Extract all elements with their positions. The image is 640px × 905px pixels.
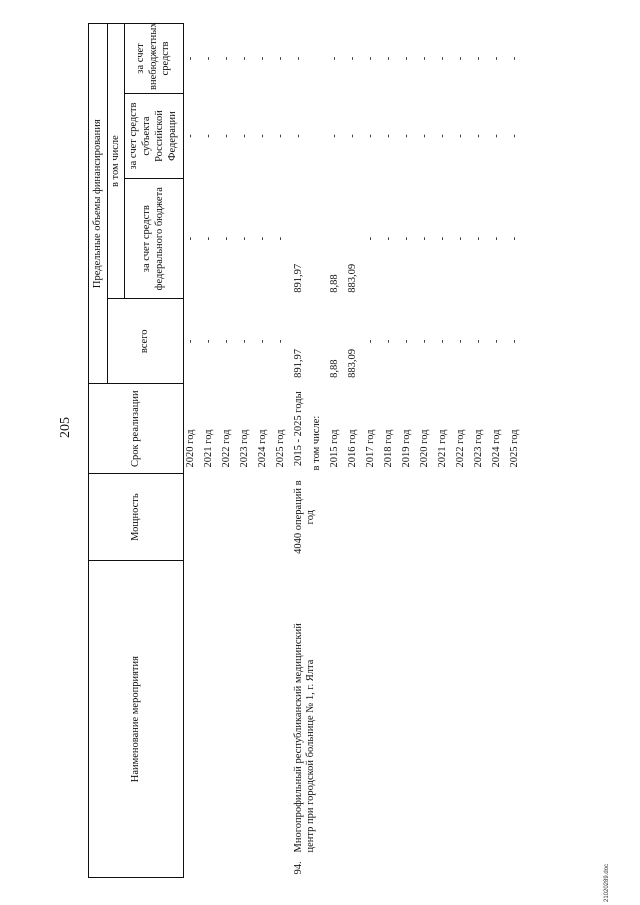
header-including: в том числе	[108, 24, 125, 299]
table-row	[202, 24, 220, 878]
extra-cell: -	[346, 56, 358, 61]
empty-power-cell	[202, 473, 220, 560]
year-cell: 2019 год	[400, 429, 412, 468]
total-cell: -	[508, 339, 520, 344]
total-cell: -	[274, 339, 286, 344]
empty-name-cell	[220, 561, 238, 878]
federal-cell: -	[274, 236, 286, 241]
extra-cell: -	[274, 56, 286, 61]
federal-cell: -	[202, 236, 214, 241]
extra-cell: -	[490, 56, 502, 61]
regional-cell: -	[328, 134, 340, 138]
extra-cell: -	[185, 56, 196, 61]
header-regional: за счет средств субъекта Российской Федерации	[125, 93, 184, 178]
regional-cell: -	[382, 134, 394, 138]
total-cell: -	[256, 339, 268, 344]
regional-cell: -	[454, 134, 466, 138]
empty-name-cell	[184, 561, 202, 878]
table-body	[184, 24, 526, 878]
regional-cell: -	[490, 134, 502, 138]
regional-cell: -	[238, 134, 250, 138]
regional-cell: -	[472, 134, 484, 138]
regional-cell: -	[220, 134, 232, 138]
extra-cell: -	[256, 56, 268, 61]
total-cell: -	[400, 339, 412, 344]
year-cell: 2023 год	[472, 429, 484, 468]
year-cell: 2023 год	[238, 429, 250, 468]
table-row	[238, 24, 256, 878]
year-cell: 2021 год	[202, 429, 214, 468]
year-cell: 2022 год	[220, 429, 232, 468]
federal-cell: -	[490, 236, 502, 241]
empty-power-cell	[256, 473, 274, 560]
year-cell: 2025 год	[508, 429, 520, 468]
regional-cell: -	[185, 134, 196, 138]
empty-power-cell	[220, 473, 238, 560]
extra-cell: -	[328, 56, 340, 61]
year-cell: 2021 год	[436, 429, 448, 468]
federal-cell: -	[185, 236, 196, 241]
year-cell: 2017 год	[364, 429, 376, 468]
rotated-table-container	[88, 23, 608, 878]
total-cell: 883,09	[346, 349, 358, 378]
total-cell: -	[436, 339, 448, 344]
empty-name-cell	[256, 561, 274, 878]
empty-power-cell	[184, 473, 202, 560]
item-name: Многопрофильный республиканский медицинский центр при городской больнице № 1, г. Ялта	[292, 623, 317, 853]
regional-cell: -	[436, 134, 448, 138]
federal-cell: -	[256, 236, 268, 241]
federal-cell: -	[238, 236, 250, 241]
extra-cell: -	[418, 56, 430, 61]
federal-cell: 8,88	[328, 274, 340, 293]
table-row	[274, 24, 292, 878]
regional-cell: -	[364, 134, 376, 138]
item-extra: -	[292, 56, 304, 61]
regional-cell: -	[418, 134, 430, 138]
item-term: 2015 - 2025 годы	[292, 391, 304, 467]
empty-power-cell	[274, 473, 292, 560]
empty-name-cell	[202, 561, 220, 878]
item-number: 94.	[292, 861, 304, 875]
extra-cell: -	[364, 56, 376, 61]
header-funding-group: Предельные объемы финансирования	[89, 24, 108, 384]
total-cell: -	[185, 339, 196, 344]
total-cell: -	[220, 339, 232, 344]
federal-cell: -	[400, 236, 412, 241]
regional-cell: -	[256, 134, 268, 138]
extra-cell: -	[436, 56, 448, 61]
year-cell: 2020 год	[418, 429, 430, 468]
total-cell: -	[382, 339, 394, 344]
total-cell: -	[490, 339, 502, 344]
extra-cell: -	[508, 56, 520, 61]
including-label: в том числе:	[310, 415, 322, 471]
year-cell: 2024 год	[256, 429, 268, 468]
total-cell: 8,88	[328, 359, 340, 378]
regional-cell: -	[400, 134, 412, 138]
federal-cell: -	[454, 236, 466, 241]
total-cell: -	[364, 339, 376, 344]
federal-cell: 883,09	[346, 263, 358, 293]
extra-cell: -	[400, 56, 412, 61]
regional-cell: -	[274, 134, 286, 138]
year-cell: 2025 год	[274, 429, 286, 468]
table-row	[184, 24, 202, 878]
empty-name-cell	[274, 561, 292, 878]
regional-cell: -	[202, 134, 214, 138]
federal-cell: -	[472, 236, 484, 241]
item-federal: 891,97	[292, 263, 304, 293]
header-term: Срок реализации	[89, 384, 184, 474]
item-power: 4040 операций в год	[292, 480, 317, 554]
item-name-cell	[292, 561, 526, 878]
item-row	[292, 24, 310, 878]
header-name: Наименование мероприятия	[89, 561, 184, 878]
extra-cell: -	[454, 56, 466, 61]
empty-power-cell	[238, 473, 256, 560]
federal-cell: -	[382, 236, 394, 241]
extra-cell: -	[220, 56, 232, 61]
extra-cell: -	[472, 56, 484, 61]
page-number: 205	[58, 417, 73, 438]
regional-cell: -	[508, 134, 520, 138]
header-total: всего	[108, 299, 184, 384]
funding-table	[88, 23, 526, 878]
table-row	[256, 24, 274, 878]
federal-cell: -	[508, 236, 520, 241]
table-row	[220, 24, 238, 878]
header-extra: за счет внебюджетных средств	[125, 24, 184, 94]
federal-cell: -	[418, 236, 430, 241]
federal-cell: -	[364, 236, 376, 241]
header-federal: за счет средств федерального бюджета	[125, 179, 184, 299]
extra-cell: -	[238, 56, 250, 61]
regional-cell: -	[346, 134, 358, 138]
year-cell: 2018 год	[382, 429, 394, 468]
extra-cell: -	[382, 56, 394, 61]
total-cell: -	[238, 339, 250, 344]
year-cell: 2016 год	[346, 429, 358, 468]
year-cell: 2020 год	[185, 429, 196, 468]
item-regional: -	[292, 134, 304, 138]
federal-cell: -	[220, 236, 232, 241]
total-cell: -	[202, 339, 214, 344]
federal-cell: -	[436, 236, 448, 241]
year-cell: 2015 год	[328, 429, 340, 468]
year-cell: 2024 год	[490, 429, 502, 468]
empty-name-cell	[238, 561, 256, 878]
year-cell: 2022 год	[454, 429, 466, 468]
total-cell: -	[454, 339, 466, 344]
footer-filename: 21020289.doc	[604, 863, 610, 902]
item-total: 891,97	[292, 349, 304, 378]
total-cell: -	[472, 339, 484, 344]
extra-cell: -	[202, 56, 214, 61]
total-cell: -	[418, 339, 430, 344]
header-power: Мощность	[89, 473, 184, 560]
